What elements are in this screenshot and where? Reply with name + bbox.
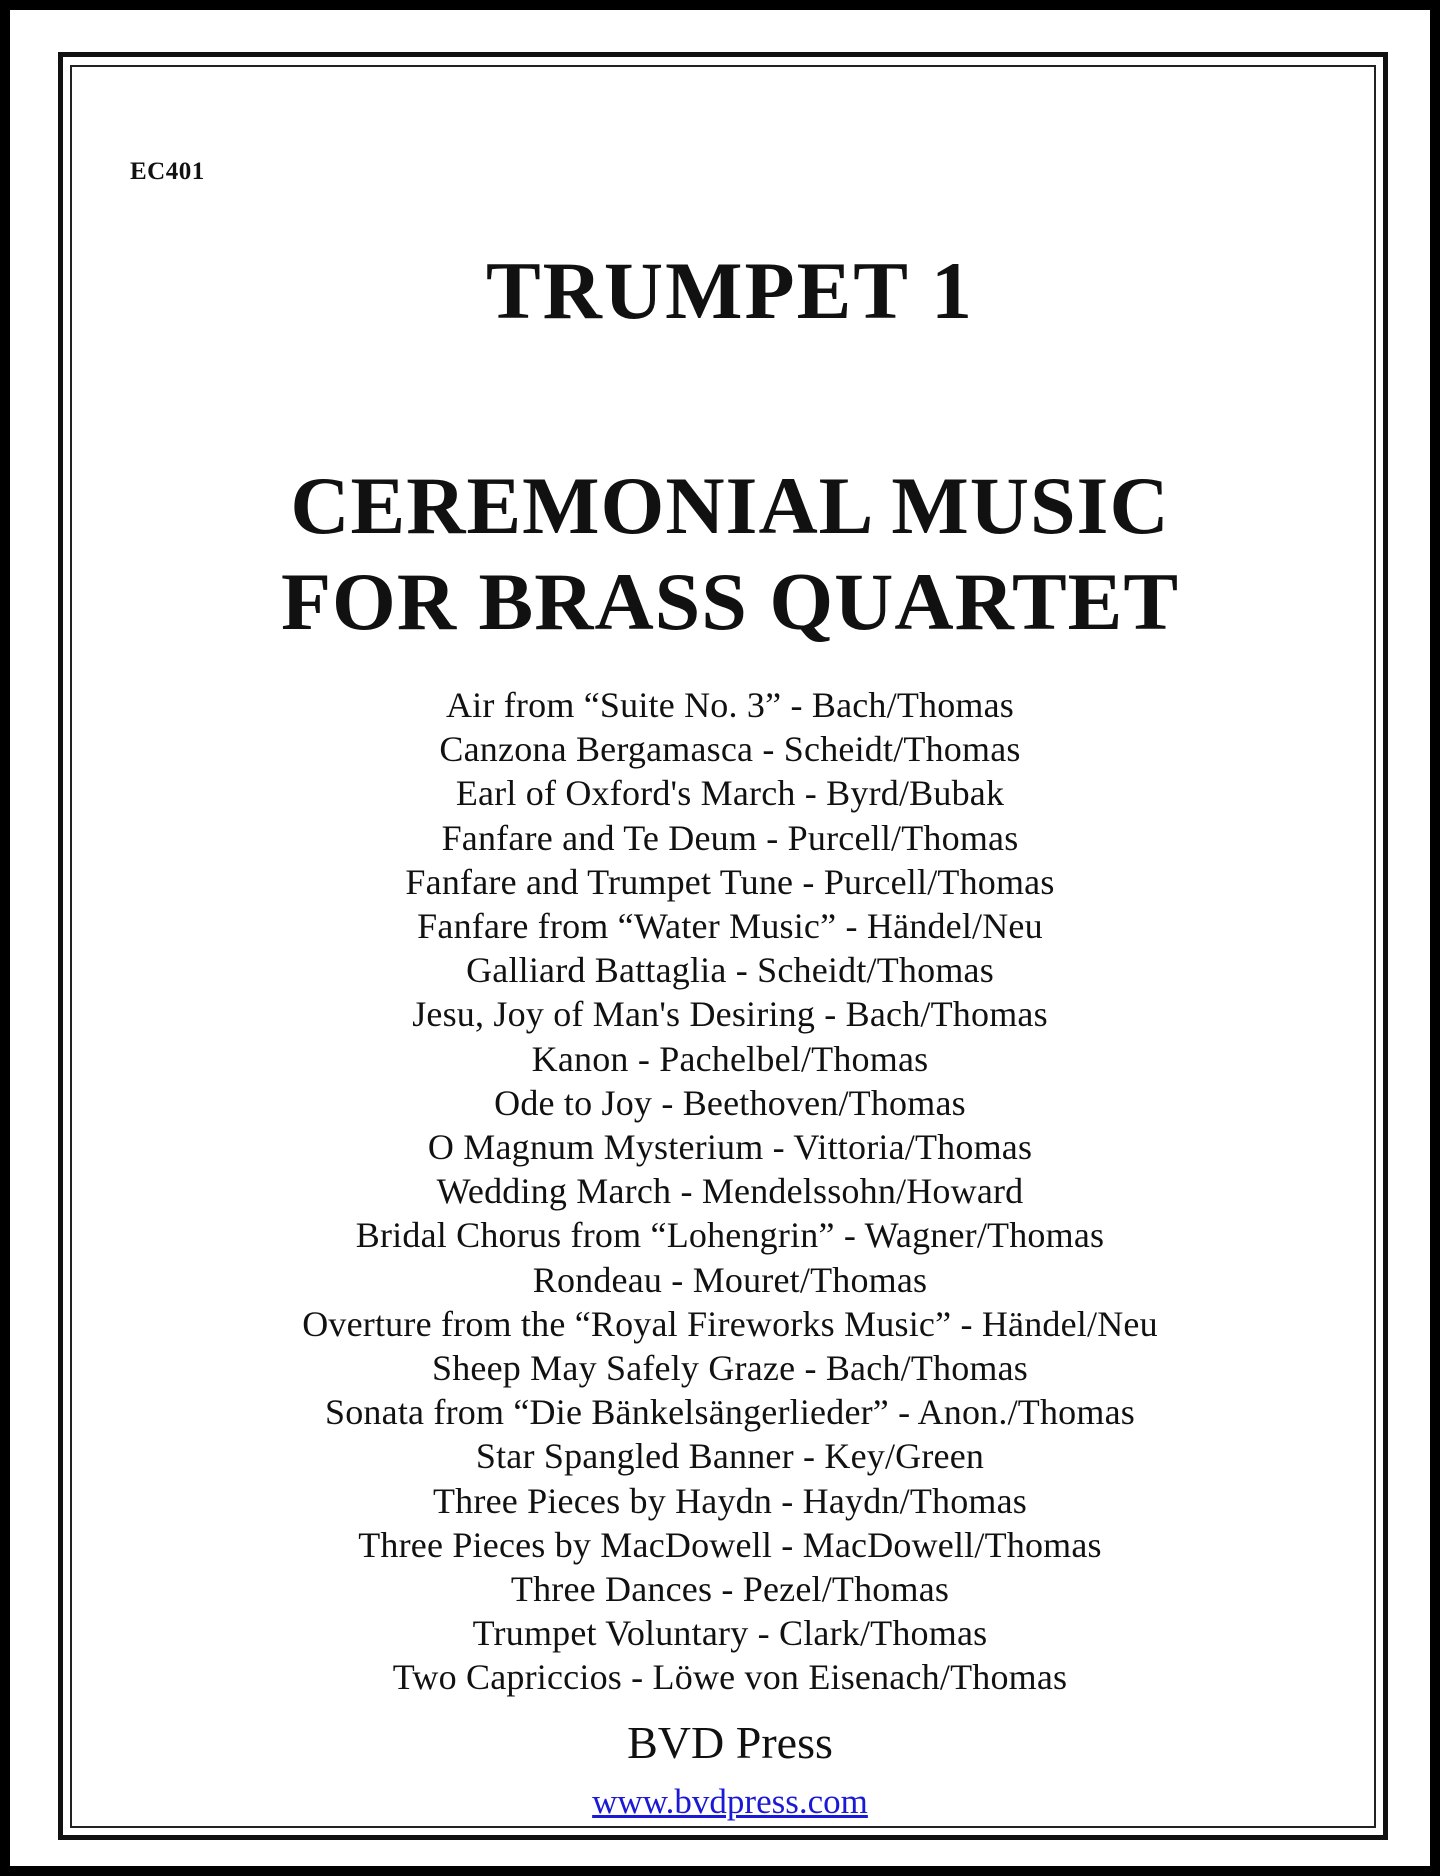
contents-list-item: Sonata from “Die Bänkelsängerlieder” - Anon./Thomas	[325, 1392, 1135, 1433]
contents-list-item: Canzona Bergamasca - Scheidt/Thomas	[439, 729, 1021, 770]
website-link[interactable]: www.bvdpress.com	[592, 1782, 868, 1821]
contents-list-item: Three Pieces by Haydn - Haydn/Thomas	[432, 1480, 1028, 1521]
contents-list	[10, 683, 1440, 1700]
contents-list-item: Fanfare and Trumpet Tune - Purcell/Thomas	[405, 861, 1055, 902]
contents-list-item: Air from “Suite No. 3” - Bach/Thomas	[445, 685, 1015, 725]
contents-list-item: Two Capriccios - Löwe von Eisenach/Thomas	[392, 1657, 1068, 1698]
contents-list-item: Rondeau - Mouret/Thomas	[532, 1259, 928, 1300]
collection-title	[10, 458, 1440, 650]
contents-list-item: Wedding March - Mendelssohn/Howard	[436, 1171, 1024, 1212]
contents-list-item: Overture from the “Royal Fireworks Music” - Händel/Neu	[302, 1303, 1158, 1344]
contents-list-item: Kanon - Pachelbel/Thomas	[531, 1038, 929, 1079]
contents-list-item: O Magnum Mysterium - Vittoria/Thomas	[427, 1127, 1033, 1168]
part-title: TRUMPET 1	[485, 245, 975, 336]
website	[10, 1784, 1440, 1819]
contents-list-item: Bridal Chorus from “Lohengrin” - Wagner/Thomas	[355, 1215, 1105, 1256]
contents-list-item: Jesu, Joy of Man's Desiring - Bach/Thomas	[412, 994, 1048, 1035]
catalog-number: EC401	[130, 158, 205, 185]
collection-title-line-1: CEREMONIAL MUSIC	[290, 460, 1170, 551]
contents-list-item: Three Dances - Pezel/Thomas	[510, 1569, 950, 1610]
contents-list-item: Star Spangled Banner - Key/Green	[475, 1436, 985, 1477]
contents-list-item: Earl of Oxford's March - Byrd/Bubak	[455, 773, 1005, 814]
contents-list-item: Trumpet Voluntary - Clark/Thomas	[472, 1613, 988, 1654]
contents-list-item: Fanfare and Te Deum - Purcell/Thomas	[441, 817, 1019, 858]
contents-list-item: Sheep May Safely Graze - Bach/Thomas	[432, 1348, 1028, 1389]
publisher-name: BVD Press	[627, 1717, 833, 1768]
contents-list-item: Galliard Battaglia - Scheidt/Thomas	[466, 950, 994, 991]
contents-list-item: Ode to Joy - Beethoven/Thomas	[494, 1082, 966, 1123]
collection-title-line-2: FOR BRASS QUARTET	[280, 556, 1180, 647]
contents-list-item: Fanfare from “Water Music” - Händel/Neu	[417, 906, 1043, 947]
contents-list-item: Three Pieces by MacDowell - MacDowell/Thomas	[358, 1524, 1102, 1565]
